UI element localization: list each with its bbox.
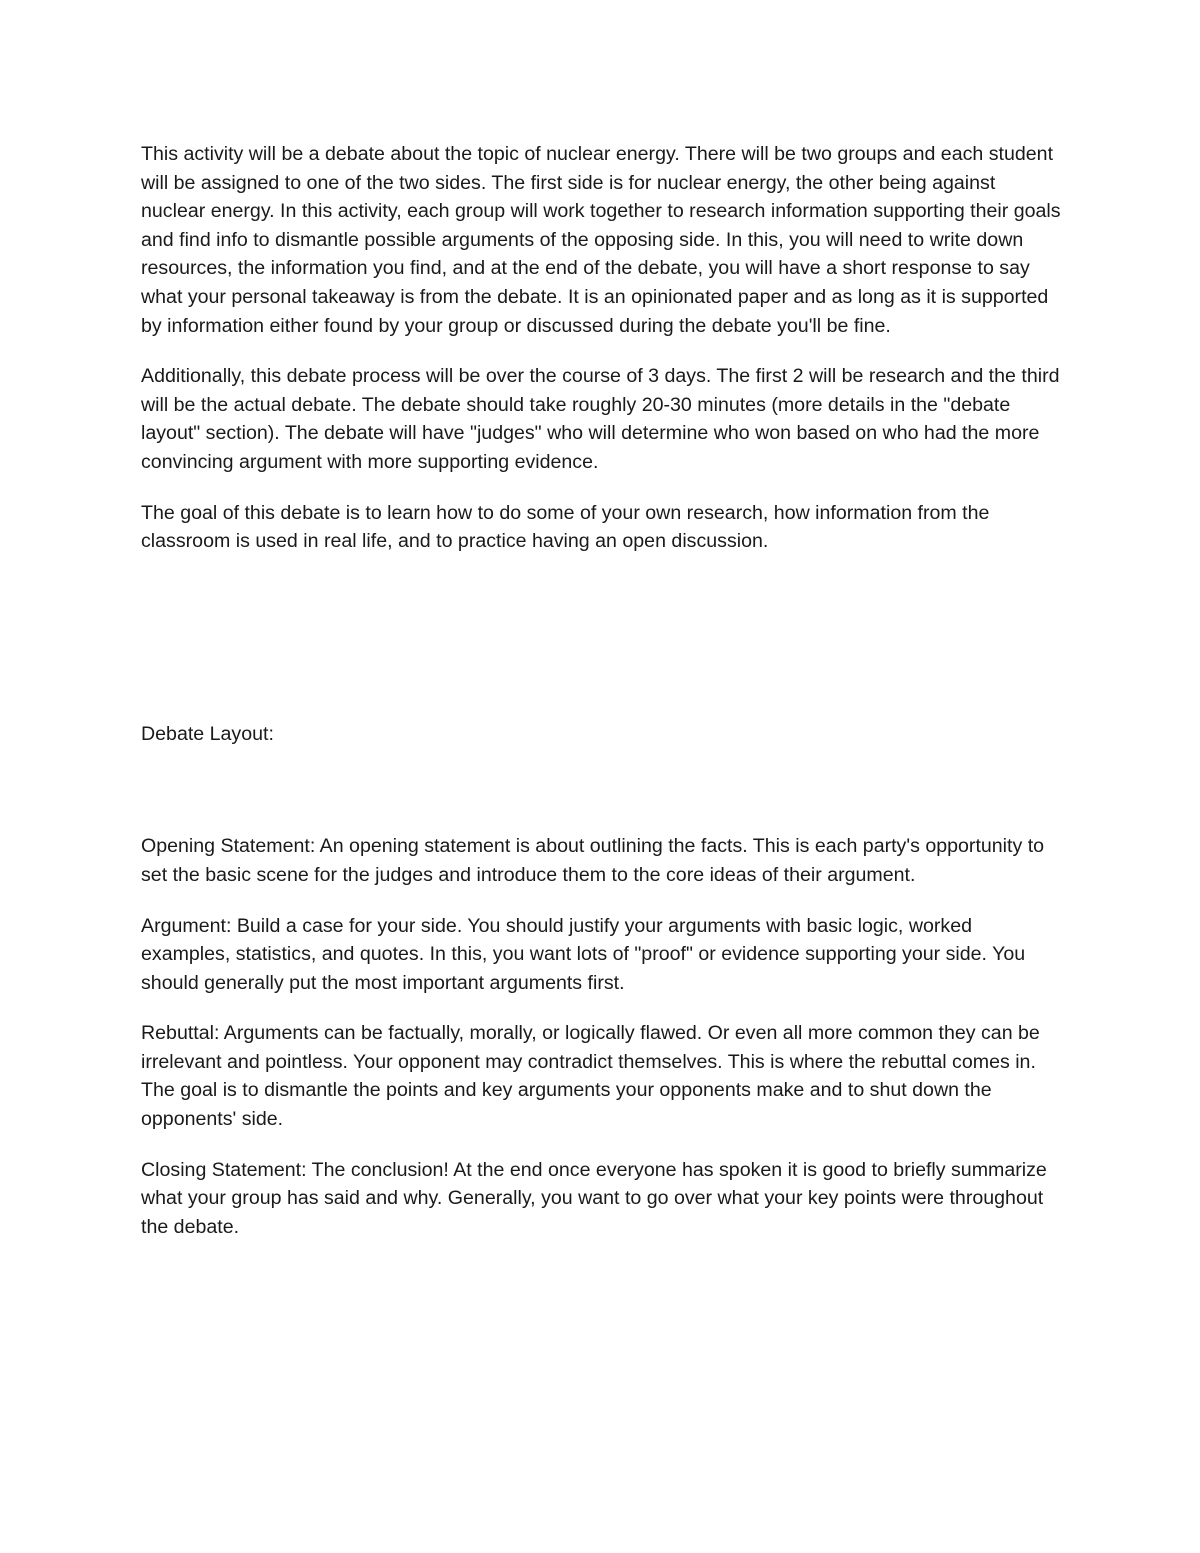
- document-body: [141, 140, 1061, 1263]
- blank-space: [141, 770, 1061, 832]
- intro-paragraph: Additionally, this debate process will be over the course of 3 days. The first 2 will be research and the third will be the actual debate. The debate should take roughly 20-30 minutes (more details in the "debate layout" section). The debate will have "judges" who will determine who won based on who had the more convincing argument with more supporting evidence.: [141, 365, 1060, 473]
- blank-space: [141, 578, 1061, 720]
- layout-section-opening: Opening Statement: An opening statement is about outlining the facts. This is each party's opportunity to set the basic scene for the judges and introduce them to the core ideas of their argument.: [141, 835, 1045, 886]
- intro-paragraph: The goal of this debate is to learn how to do some of your own research, how information from the classroom is used in real life, and to practice having an open discussion.: [141, 501, 990, 553]
- layout-section-closing: Closing Statement: The conclusion! At the end once everyone has spoken it is good to briefly summarize what your group has said and why. Generally, you want to go over what your key points were throughout the debate.: [141, 1158, 1047, 1238]
- layout-section-rebuttal: Rebuttal: Arguments can be factually, morally, or logically flawed. Or even all more common they can be irrelevant and pointless. Your opponent may contradict themselves. This is where the rebuttal comes in. The goal is to dismantle the points and key arguments your opponents make and to shut down the opponents' side.: [141, 1022, 1040, 1131]
- layout-section-argument: Argument: Build a case for your side. You should justify your arguments with basic logic, worked examples, statistics, and quotes. In this, you want lots of "proof" or evidence supporting your side. You should generally put the most important arguments first.: [141, 914, 1026, 994]
- intro-paragraph: This activity will be a debate about the topic of nuclear energy. There will be two groups and each student will be assigned to one of the two sides. The first side is for nuclear energy, the other being against nuclear energy. In this activity, each group will work together to research information supporting their goals and find info to dismantle possible arguments of the opposing side. In this, you will need to write down resources, the information you find, and at the end of the debate, you will have a short response to say what your personal takeaway is from the debate. It is an opinionated paper and as long as it is supported by information either found by your group or discussed during the debate you'll be fine.: [141, 143, 1061, 337]
- section-heading: Debate Layout:: [141, 722, 274, 745]
